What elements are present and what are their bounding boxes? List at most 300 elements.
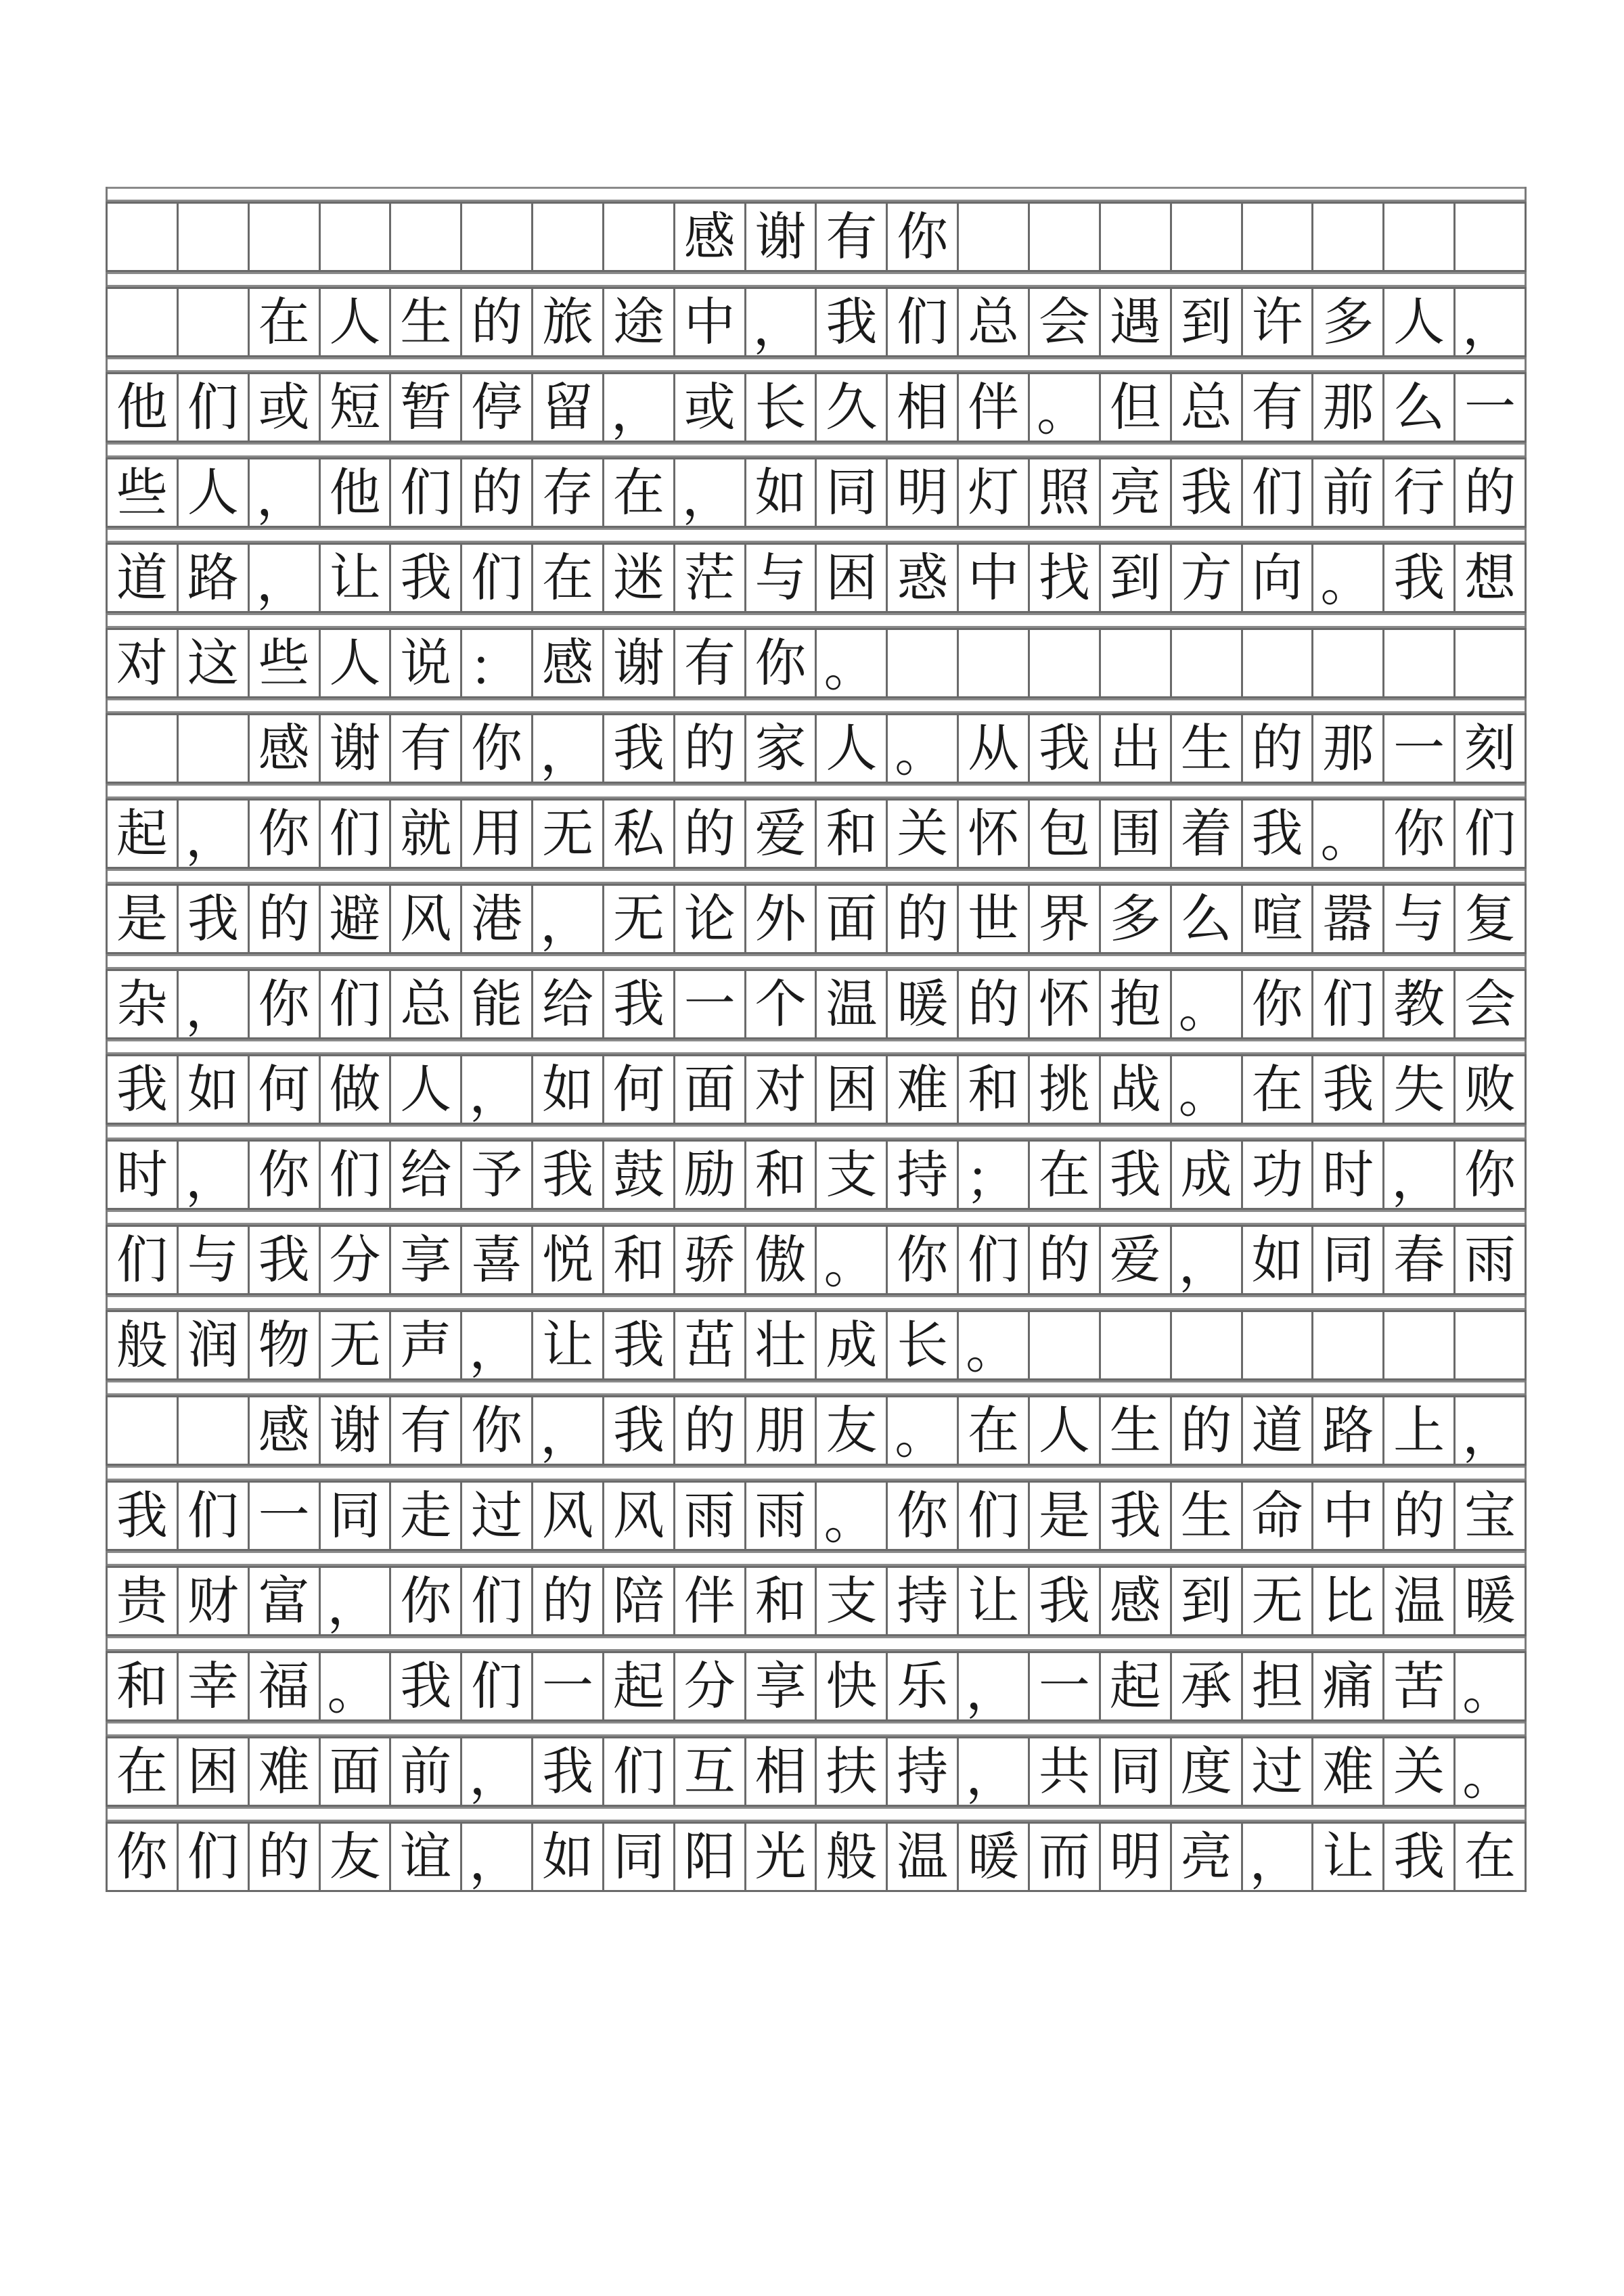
grid-cell: 暖 bbox=[1456, 1568, 1527, 1634]
grid-cell bbox=[108, 715, 179, 782]
grid-cell bbox=[1313, 630, 1384, 696]
grid-cell: ， bbox=[533, 1397, 604, 1464]
grid-cell: 你 bbox=[250, 801, 321, 867]
grid-cell: 困 bbox=[817, 545, 888, 611]
grid-cell: 找 bbox=[1030, 545, 1101, 611]
row-spacer-band bbox=[106, 1466, 1527, 1481]
grid-cell: 困 bbox=[817, 1056, 888, 1123]
grid-cell: 在 bbox=[1030, 1142, 1101, 1208]
grid-cell: 们 bbox=[959, 1483, 1030, 1549]
grid-cell: 的 bbox=[250, 1824, 321, 1890]
grid-cell: 与 bbox=[179, 1227, 250, 1293]
grid-cell: 们 bbox=[179, 374, 250, 441]
grid-cell: 我 bbox=[1101, 1483, 1172, 1549]
grid-cell: 持 bbox=[888, 1568, 959, 1634]
row-spacer-band bbox=[106, 869, 1527, 884]
grid-cell: 我 bbox=[250, 1227, 321, 1293]
grid-cell: 的 bbox=[1243, 715, 1314, 782]
grid-cell: 的 bbox=[533, 1568, 604, 1634]
row-spacer-band bbox=[106, 1636, 1527, 1651]
row-spacer-band bbox=[106, 528, 1527, 543]
grid-cell: 你 bbox=[250, 1142, 321, 1208]
grid-cell bbox=[321, 204, 392, 270]
grid-cell: 的 bbox=[675, 1397, 746, 1464]
grid-cell: 长 bbox=[746, 374, 817, 441]
grid-cell: 从 bbox=[959, 715, 1030, 782]
grid-cell: 能 bbox=[462, 971, 533, 1037]
grid-cell: 你 bbox=[1456, 1142, 1527, 1208]
grid-cell: 与 bbox=[1384, 886, 1456, 952]
grid-cell bbox=[108, 204, 179, 270]
manuscript-row bbox=[106, 1140, 1527, 1210]
grid-cell: 谊 bbox=[391, 1824, 462, 1890]
row-spacer-band bbox=[106, 698, 1527, 713]
grid-cell: 抱 bbox=[1101, 971, 1172, 1037]
grid-cell: 雨 bbox=[1456, 1227, 1527, 1293]
grid-cell: 的 bbox=[959, 971, 1030, 1037]
grid-cell: 成 bbox=[1172, 1142, 1243, 1208]
grid-cell: 风 bbox=[391, 886, 462, 952]
manuscript-row bbox=[106, 457, 1527, 528]
grid-cell: 感 bbox=[675, 204, 746, 270]
row-spacer-band bbox=[106, 443, 1527, 457]
grid-cell: 温 bbox=[817, 971, 888, 1037]
grid-cell: 悦 bbox=[533, 1227, 604, 1293]
grid-cell: 暂 bbox=[391, 374, 462, 441]
grid-cell: ， bbox=[179, 1142, 250, 1208]
grid-cell: 或 bbox=[675, 374, 746, 441]
grid-cell: 会 bbox=[1456, 971, 1527, 1037]
grid-cell bbox=[179, 204, 250, 270]
grid-cell: 无 bbox=[533, 801, 604, 867]
grid-cell: ， bbox=[959, 1738, 1030, 1805]
grid-cell bbox=[179, 1397, 250, 1464]
grid-cell: 茫 bbox=[675, 545, 746, 611]
grid-cell: 相 bbox=[888, 374, 959, 441]
grid-cell: 享 bbox=[391, 1227, 462, 1293]
grid-cell: 们 bbox=[321, 971, 392, 1037]
grid-cell: 富 bbox=[250, 1568, 321, 1634]
grid-cell: 谢 bbox=[604, 630, 675, 696]
grid-cell: 灯 bbox=[959, 459, 1030, 526]
grid-cell: 无 bbox=[321, 1312, 392, 1378]
grid-cell: 是 bbox=[1030, 1483, 1101, 1549]
row-spacer-band bbox=[106, 1807, 1527, 1822]
grid-cell: 春 bbox=[1384, 1227, 1456, 1293]
grid-cell: 多 bbox=[1313, 289, 1384, 355]
grid-cell: 照 bbox=[1030, 459, 1101, 526]
grid-cell: 多 bbox=[1101, 886, 1172, 952]
grid-cell bbox=[1030, 204, 1101, 270]
grid-cell: 享 bbox=[746, 1653, 817, 1719]
grid-cell: 关 bbox=[888, 801, 959, 867]
grid-cell: 怀 bbox=[1030, 971, 1101, 1037]
grid-cell: 总 bbox=[1172, 374, 1243, 441]
grid-cell: ， bbox=[675, 459, 746, 526]
grid-cell: 承 bbox=[1172, 1653, 1243, 1719]
grid-cell: 担 bbox=[1243, 1653, 1314, 1719]
grid-cell: 让 bbox=[321, 545, 392, 611]
grid-cell: 或 bbox=[250, 374, 321, 441]
grid-cell: 们 bbox=[462, 1653, 533, 1719]
grid-cell: 就 bbox=[391, 801, 462, 867]
grid-cell: 雨 bbox=[675, 1483, 746, 1549]
grid-cell: 暖 bbox=[888, 971, 959, 1037]
grid-cell: 我 bbox=[1384, 1824, 1456, 1890]
grid-cell bbox=[179, 289, 250, 355]
grid-cell bbox=[1384, 204, 1456, 270]
grid-cell: 你 bbox=[1243, 971, 1314, 1037]
grid-cell: 们 bbox=[391, 459, 462, 526]
grid-cell: 们 bbox=[321, 1142, 392, 1208]
grid-cell: 的 bbox=[462, 289, 533, 355]
grid-cell: 在 bbox=[1456, 1824, 1527, 1890]
grid-cell: ， bbox=[462, 1824, 533, 1890]
grid-cell: 互 bbox=[675, 1738, 746, 1805]
grid-cell: 和 bbox=[604, 1227, 675, 1293]
grid-cell: 喜 bbox=[462, 1227, 533, 1293]
grid-cell: 到 bbox=[1101, 545, 1172, 611]
grid-cell: 们 bbox=[462, 545, 533, 611]
grid-cell: 的 bbox=[1172, 1397, 1243, 1464]
grid-cell: 我 bbox=[1030, 715, 1101, 782]
grid-cell bbox=[1456, 630, 1527, 696]
grid-cell: 迷 bbox=[604, 545, 675, 611]
grid-cell: 温 bbox=[1384, 1568, 1456, 1634]
grid-cell bbox=[1243, 204, 1314, 270]
grid-cell: 谢 bbox=[321, 715, 392, 782]
grid-cell: 。 bbox=[1313, 545, 1384, 611]
row-spacer-band bbox=[106, 784, 1527, 798]
grid-cell: 对 bbox=[108, 630, 179, 696]
manuscript-row bbox=[106, 1566, 1527, 1636]
grid-cell: 么 bbox=[1172, 886, 1243, 952]
grid-cell: 你 bbox=[888, 204, 959, 270]
grid-cell: 们 bbox=[108, 1227, 179, 1293]
grid-cell: 与 bbox=[746, 545, 817, 611]
row-spacer-band bbox=[106, 1210, 1527, 1225]
grid-cell bbox=[1101, 1312, 1172, 1378]
grid-cell: 你 bbox=[391, 1568, 462, 1634]
grid-cell bbox=[1101, 630, 1172, 696]
grid-cell bbox=[1313, 1312, 1384, 1378]
grid-cell bbox=[1243, 630, 1314, 696]
grid-cell: 同 bbox=[1101, 1738, 1172, 1805]
grid-cell: 想 bbox=[1456, 545, 1527, 611]
grid-cell: 润 bbox=[179, 1312, 250, 1378]
grid-cell: 鼓 bbox=[604, 1142, 675, 1208]
grid-cell: 到 bbox=[1172, 289, 1243, 355]
grid-cell: ， bbox=[1172, 1227, 1243, 1293]
grid-cell: 亮 bbox=[1101, 459, 1172, 526]
manuscript-row bbox=[106, 1395, 1527, 1466]
grid-cell: 扶 bbox=[817, 1738, 888, 1805]
grid-cell: 爱 bbox=[746, 801, 817, 867]
grid-cell: 人 bbox=[1384, 289, 1456, 355]
grid-cell: 感 bbox=[533, 630, 604, 696]
grid-cell: 时 bbox=[108, 1142, 179, 1208]
grid-cell: 面 bbox=[675, 1056, 746, 1123]
grid-cell bbox=[533, 204, 604, 270]
grid-cell: 我 bbox=[604, 971, 675, 1037]
grid-cell: 你 bbox=[1384, 801, 1456, 867]
manuscript-row bbox=[106, 713, 1527, 784]
grid-cell: 感 bbox=[1101, 1568, 1172, 1634]
grid-cell: 声 bbox=[391, 1312, 462, 1378]
grid-cell: 光 bbox=[746, 1824, 817, 1890]
grid-cell: 分 bbox=[675, 1653, 746, 1719]
grid-cell: 避 bbox=[321, 886, 392, 952]
grid-cell: 会 bbox=[1030, 289, 1101, 355]
grid-cell: 论 bbox=[675, 886, 746, 952]
grid-cell: 友 bbox=[817, 1397, 888, 1464]
grid-cell: 上 bbox=[1384, 1397, 1456, 1464]
grid-cell: 路 bbox=[179, 545, 250, 611]
grid-cell: 人 bbox=[391, 1056, 462, 1123]
grid-cell: 乐 bbox=[888, 1653, 959, 1719]
grid-cell: 中 bbox=[959, 545, 1030, 611]
grid-cell: 。 bbox=[817, 1483, 888, 1549]
grid-cell: 陪 bbox=[604, 1568, 675, 1634]
grid-cell: ， bbox=[462, 1312, 533, 1378]
grid-cell: 们 bbox=[604, 1738, 675, 1805]
grid-cell: 走 bbox=[391, 1483, 462, 1549]
grid-cell bbox=[959, 630, 1030, 696]
grid-cell: 在 bbox=[959, 1397, 1030, 1464]
grid-cell: 在 bbox=[108, 1738, 179, 1805]
grid-cell: 。 bbox=[321, 1653, 392, 1719]
grid-cell: 难 bbox=[1313, 1738, 1384, 1805]
grid-cell: ， bbox=[1384, 1142, 1456, 1208]
grid-cell: 温 bbox=[888, 1824, 959, 1890]
grid-cell: 感 bbox=[250, 715, 321, 782]
grid-cell: 一 bbox=[1456, 374, 1527, 441]
grid-cell: 这 bbox=[179, 630, 250, 696]
grid-cell: 败 bbox=[1456, 1056, 1527, 1123]
grid-cell: 长 bbox=[888, 1312, 959, 1378]
grid-cell: 路 bbox=[1313, 1397, 1384, 1464]
grid-cell: 的 bbox=[675, 715, 746, 782]
grid-cell: 教 bbox=[1384, 971, 1456, 1037]
grid-cell: 你 bbox=[888, 1227, 959, 1293]
grid-cell: 但 bbox=[1101, 374, 1172, 441]
grid-cell: 同 bbox=[817, 459, 888, 526]
grid-cell: 他 bbox=[321, 459, 392, 526]
grid-cell: 久 bbox=[817, 374, 888, 441]
grid-cell: 你 bbox=[250, 971, 321, 1037]
grid-cell bbox=[1456, 1312, 1527, 1378]
grid-cell: ， bbox=[179, 971, 250, 1037]
grid-cell: ， bbox=[959, 1653, 1030, 1719]
grid-cell: 和 bbox=[746, 1568, 817, 1634]
grid-cell: ， bbox=[462, 1738, 533, 1805]
grid-cell: 壮 bbox=[746, 1312, 817, 1378]
grid-cell: 。 bbox=[888, 715, 959, 782]
grid-cell: 快 bbox=[817, 1653, 888, 1719]
grid-cell: 支 bbox=[817, 1142, 888, 1208]
grid-cell: 说 bbox=[391, 630, 462, 696]
grid-cell: 难 bbox=[888, 1056, 959, 1123]
grid-cell bbox=[250, 204, 321, 270]
grid-cell: 界 bbox=[1030, 886, 1101, 952]
grid-cell bbox=[1313, 204, 1384, 270]
row-spacer-band bbox=[106, 1721, 1527, 1736]
grid-cell bbox=[1243, 1312, 1314, 1378]
grid-cell: 何 bbox=[250, 1056, 321, 1123]
grid-cell: 感 bbox=[250, 1397, 321, 1464]
row-spacer-band bbox=[106, 954, 1527, 969]
grid-cell: 们 bbox=[462, 1568, 533, 1634]
grid-cell: 风 bbox=[533, 1483, 604, 1549]
grid-cell: ， bbox=[533, 715, 604, 782]
grid-cell: 时 bbox=[1313, 1142, 1384, 1208]
grid-cell: 无 bbox=[1243, 1568, 1314, 1634]
grid-cell: 给 bbox=[533, 971, 604, 1037]
grid-cell: 何 bbox=[604, 1056, 675, 1123]
grid-cell: 向 bbox=[1243, 545, 1314, 611]
grid-cell: 人 bbox=[321, 630, 392, 696]
manuscript-row bbox=[106, 372, 1527, 443]
grid-cell: 难 bbox=[250, 1738, 321, 1805]
grid-cell: 我 bbox=[108, 1483, 179, 1549]
grid-cell: 宝 bbox=[1456, 1483, 1527, 1549]
grid-cell: 。 bbox=[1172, 971, 1243, 1037]
grid-cell: 茁 bbox=[675, 1312, 746, 1378]
grid-cell: ， bbox=[1456, 289, 1527, 355]
grid-cell: 你 bbox=[462, 1397, 533, 1464]
grid-cell: 着 bbox=[1172, 801, 1243, 867]
grid-cell bbox=[1030, 630, 1101, 696]
grid-cell: 般 bbox=[108, 1312, 179, 1378]
grid-cell: 道 bbox=[1243, 1397, 1314, 1464]
grid-cell: 阳 bbox=[675, 1824, 746, 1890]
grid-cell: 如 bbox=[1243, 1227, 1314, 1293]
grid-cell: 的 bbox=[675, 801, 746, 867]
grid-cell: 外 bbox=[746, 886, 817, 952]
grid-cell: 你 bbox=[888, 1483, 959, 1549]
grid-cell: 困 bbox=[179, 1738, 250, 1805]
grid-cell: 有 bbox=[817, 204, 888, 270]
grid-cell: 给 bbox=[391, 1142, 462, 1208]
grid-cell: 持 bbox=[888, 1738, 959, 1805]
grid-cell: 一 bbox=[1384, 715, 1456, 782]
grid-cell: 你 bbox=[108, 1824, 179, 1890]
grid-cell: 相 bbox=[746, 1738, 817, 1805]
grid-cell: 前 bbox=[1313, 459, 1384, 526]
grid-cell: 围 bbox=[1101, 801, 1172, 867]
grid-cell: 起 bbox=[108, 801, 179, 867]
grid-cell bbox=[179, 715, 250, 782]
grid-cell: 暖 bbox=[959, 1824, 1030, 1890]
grid-cell: 喧 bbox=[1243, 886, 1314, 952]
grid-cell bbox=[462, 204, 533, 270]
grid-cell: 中 bbox=[1313, 1483, 1384, 1549]
grid-cell: 伴 bbox=[675, 1568, 746, 1634]
grid-cell: 。 bbox=[1456, 1653, 1527, 1719]
grid-cell: 明 bbox=[1101, 1824, 1172, 1890]
grid-cell: 存 bbox=[533, 459, 604, 526]
grid-cell: 挑 bbox=[1030, 1056, 1101, 1123]
grid-cell: 我 bbox=[604, 715, 675, 782]
grid-cell: 物 bbox=[250, 1312, 321, 1378]
grid-cell: 起 bbox=[604, 1653, 675, 1719]
grid-cell: 一 bbox=[1030, 1653, 1101, 1719]
grid-cell: 命 bbox=[1243, 1483, 1314, 1549]
grid-cell: ， bbox=[604, 374, 675, 441]
grid-cell: 福 bbox=[250, 1653, 321, 1719]
grid-cell: 做 bbox=[321, 1056, 392, 1123]
grid-cell: 一 bbox=[675, 971, 746, 1037]
grid-cell: 如 bbox=[533, 1056, 604, 1123]
manuscript-grid-paper bbox=[106, 187, 1527, 1892]
grid-cell: 我 bbox=[1172, 459, 1243, 526]
grid-cell: ， bbox=[533, 886, 604, 952]
grid-cell: ， bbox=[179, 801, 250, 867]
grid-cell bbox=[1384, 1312, 1456, 1378]
grid-cell: 如 bbox=[746, 459, 817, 526]
grid-cell: 朋 bbox=[746, 1397, 817, 1464]
grid-cell: 比 bbox=[1313, 1568, 1384, 1634]
grid-cell: 功 bbox=[1243, 1142, 1314, 1208]
grid-cell: 面 bbox=[321, 1738, 392, 1805]
grid-cell: 分 bbox=[321, 1227, 392, 1293]
grid-cell: 的 bbox=[1456, 459, 1527, 526]
row-spacer-band bbox=[106, 1125, 1527, 1140]
grid-cell: 我 bbox=[1313, 1056, 1384, 1123]
grid-cell: 般 bbox=[817, 1824, 888, 1890]
row-spacer-band bbox=[106, 1551, 1527, 1566]
grid-cell: 方 bbox=[1172, 545, 1243, 611]
grid-cell: 我 bbox=[1101, 1142, 1172, 1208]
row-spacer-band bbox=[106, 1295, 1527, 1310]
grid-cell: 让 bbox=[1313, 1824, 1384, 1890]
grid-cell: 痛 bbox=[1313, 1653, 1384, 1719]
grid-cell: 。 bbox=[888, 1397, 959, 1464]
grid-cell bbox=[959, 204, 1030, 270]
grid-cell: 我 bbox=[391, 1653, 462, 1719]
grid-cell: 家 bbox=[746, 715, 817, 782]
grid-cell: 和 bbox=[746, 1142, 817, 1208]
grid-cell bbox=[1030, 1312, 1101, 1378]
grid-cell: 雨 bbox=[746, 1483, 817, 1549]
row-spacer-band bbox=[106, 1039, 1527, 1054]
grid-cell: 刻 bbox=[1456, 715, 1527, 782]
grid-cell: 一 bbox=[250, 1483, 321, 1549]
grid-cell bbox=[1101, 204, 1172, 270]
row-spacer-band bbox=[106, 613, 1527, 628]
grid-cell bbox=[108, 289, 179, 355]
grid-cell: 些 bbox=[250, 630, 321, 696]
grid-cell: 的 bbox=[1030, 1227, 1101, 1293]
grid-cell: 你 bbox=[746, 630, 817, 696]
grid-cell: 有 bbox=[391, 715, 462, 782]
grid-cell: 谢 bbox=[746, 204, 817, 270]
grid-cell: 。 bbox=[959, 1312, 1030, 1378]
grid-cell: 包 bbox=[1030, 801, 1101, 867]
grid-cell: 我 bbox=[1384, 545, 1456, 611]
grid-cell: 杂 bbox=[108, 971, 179, 1037]
grid-cell: 的 bbox=[888, 886, 959, 952]
grid-cell: 的 bbox=[250, 886, 321, 952]
grid-cell: 他 bbox=[108, 374, 179, 441]
grid-cell bbox=[1172, 204, 1243, 270]
grid-cell: 我 bbox=[108, 1056, 179, 1123]
grid-cell: 到 bbox=[1172, 1568, 1243, 1634]
grid-cell: 在 bbox=[533, 545, 604, 611]
grid-cell: 留 bbox=[533, 374, 604, 441]
manuscript-row bbox=[106, 798, 1527, 869]
grid-cell: ， bbox=[321, 1568, 392, 1634]
